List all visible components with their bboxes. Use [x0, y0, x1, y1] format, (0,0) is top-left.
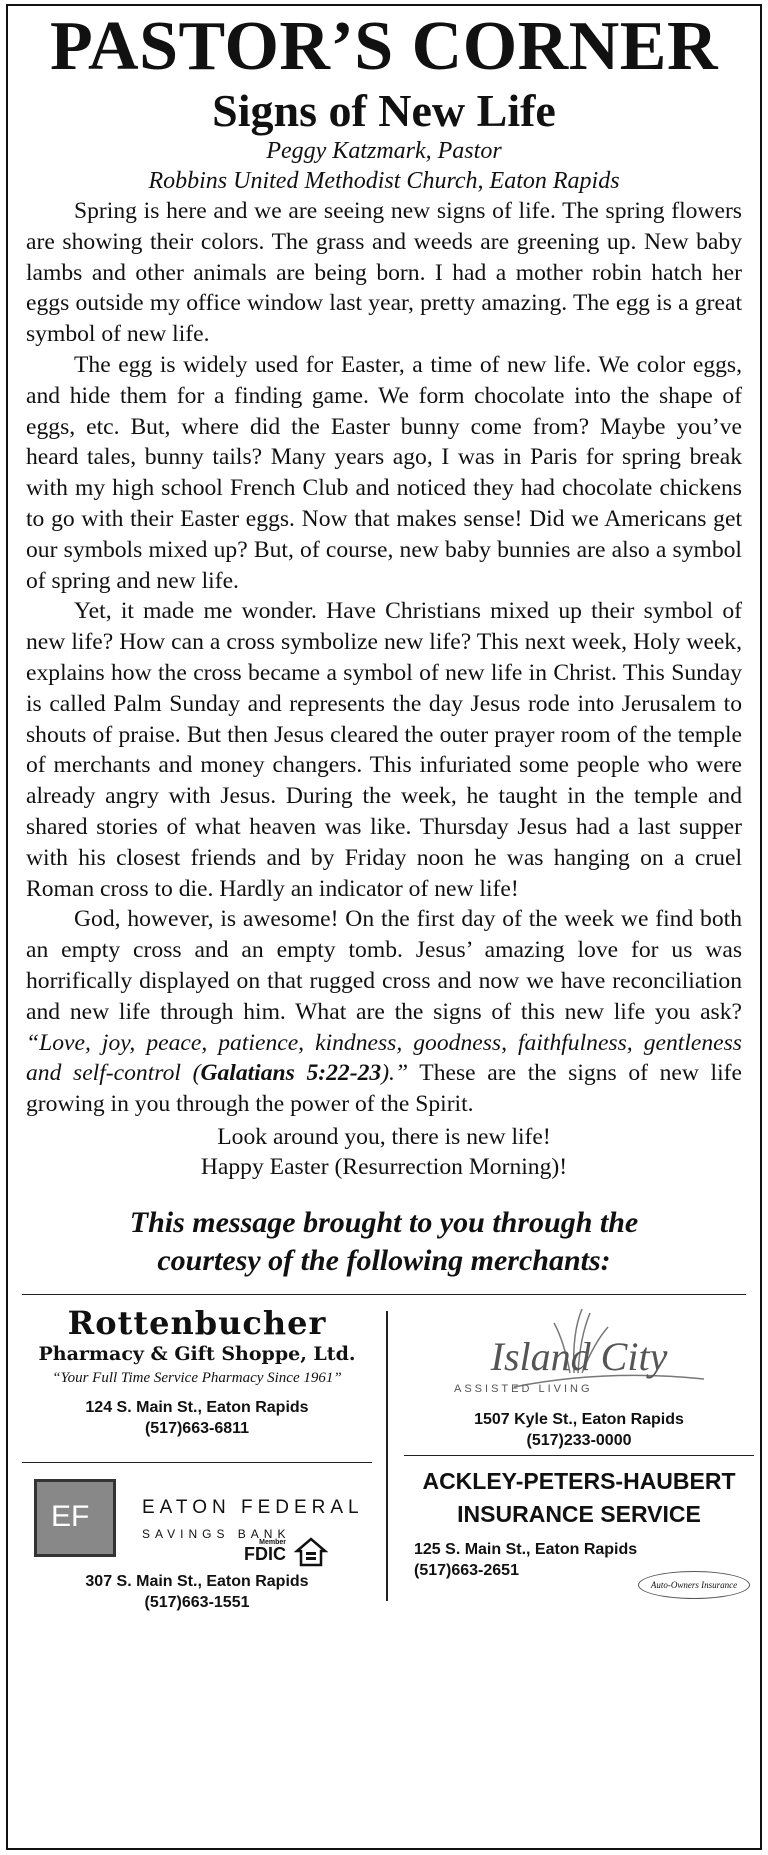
ackley-address: 125 S. Main St., Eaton Rapids: [414, 1540, 638, 1558]
paragraph-2: The egg is widely used for Easter, a time of new life. We color eggs, and hide them for a finding game. We form chocolate into the shape of eggs, etc. But, where did the Easter bunny come from? Maybe you’ve heard tales, bunny tails? Many years ago, I was in Paris for spring break with my high school French Club and noticed they had chocolate chickens to go with their Easter eggs. Now that makes sense! Did we Americans get our symbols mixed up? But, of course, new baby bunnies are also a symbol of spring and new life.: [26, 351, 742, 594]
church-byline: Robbins United Methodist Church, Eaton Rapids: [148, 168, 620, 194]
ef-logo-letters: EF: [51, 1499, 90, 1533]
ad-ackley-insurance: [404, 1465, 754, 1590]
header: [8, 8, 760, 196]
scripture-quote: “Love, joy, peace, patience, kindness, goodness, faithfulness, gentleness and self-control (: [26, 1029, 742, 1087]
ackley-name-line-1: ACKLEY-PETERS-HAUBERT: [422, 1467, 736, 1494]
paragraph-4-end: These are the signs of new life growing in you through the power of the Spirit.: [26, 1060, 742, 1118]
closing-line-1: Look around you, there is new life!: [217, 1123, 551, 1150]
horizontal-divider-right: [404, 1455, 754, 1456]
eaton-federal-text: [142, 1497, 364, 1541]
merchant-grid: [8, 1295, 760, 1625]
eaton-federal-address: 307 S. Main St., Eaton Rapids: [85, 1572, 309, 1590]
eaton-federal-phone: (517)663-1551: [144, 1593, 250, 1611]
equal-housing-icon: [294, 1535, 328, 1569]
author-byline: Peggy Katzmark, Pastor: [266, 138, 502, 164]
vertical-divider: [386, 1311, 388, 1601]
ackley-name-line-2: INSURANCE SERVICE: [457, 1500, 701, 1527]
island-city-address: 1507 Kyle St., Eaton Rapids: [474, 1410, 684, 1428]
eaton-federal-contact: [22, 1571, 372, 1613]
eaton-federal-subtitle: SAVINGS BANK: [142, 1526, 291, 1541]
fdic-member-label: Member: [259, 1538, 286, 1546]
closing-line-2: Happy Easter (Resurrection Morning)!: [200, 1153, 568, 1180]
island-city-logo: [404, 1303, 754, 1399]
paragraph-4-start: God, however, is awesome! On the first day of the week we find both an empty cross and an empty tomb. Jesus’ amazing love for us was horrifically displayed on that rugged cross and now we have reconciliation and new life through him. What are the signs of this new life you ask?: [26, 906, 742, 1025]
rottenbucher-phone: (517)663-6811: [144, 1419, 250, 1437]
paragraph-4: [26, 904, 742, 1120]
scripture-quote-end: ).”: [381, 1060, 409, 1087]
rottenbucher-address: 124 S. Main St., Eaton Rapids: [85, 1398, 309, 1416]
rottenbucher-subtitle: Pharmacy & Gift Shoppe, Ltd.: [38, 1342, 356, 1365]
article-body: [8, 196, 760, 1120]
rottenbucher-logo: Rottenbucher: [67, 1303, 327, 1342]
page-title: PASTOR’S CORNER: [49, 8, 719, 85]
courtesy-message: This message brought to you through the courtesy of the following merchants:: [129, 1205, 639, 1277]
newspaper-ad-page: [6, 4, 762, 1850]
closing: [8, 1122, 760, 1182]
ad-island-city: [404, 1303, 754, 1451]
ad-rottenbucher: [22, 1305, 372, 1439]
ackley-phone: (517)663-2651: [414, 1561, 519, 1579]
scripture-reference: Galatians 5:22-23: [200, 1060, 382, 1087]
fdic-label: FDIC: [244, 1543, 286, 1564]
paragraph-1: Spring is here and we are seeing new signs of life. The spring flowers are showing their colors. The grass and weeds are greening up. New baby lambs and other animals are being born. I had a mother robin hatch her eggs outside my office window last year, pretty amazing. The egg is a great symbol of new life.: [26, 198, 742, 348]
island-city-name: Island City: [490, 1333, 668, 1379]
auto-owners-badge: Auto-Owners Insurance: [638, 1571, 750, 1599]
article-subtitle: Signs of New Life: [212, 85, 556, 136]
fdic-badge: [244, 1539, 286, 1562]
paragraph-3: Yet, it made me wonder. Have Christians mixed up their symbol of new life? How can a cross symbolize new life? This next week, Holy week, explains how the cross became a symbol of new life in Christ. This Sunday is called Palm Sunday and represents the day Jesus rode into Jerusalem to shouts of praise. But then Jesus cleared the outer prayer room of the temple of merchants and money changers. This infuriated some people who were already angry with Jesus. During the week, he taught in the temple and shared stories of what heaven was like. Thursday Jesus had a last supper with his closest friends and by Friday noon he was hanging on a cruel Roman cross to die. Hardly an indicator of new life!: [26, 598, 742, 902]
island-city-subtitle: ASSISTED LIVING: [454, 1382, 593, 1395]
horizontal-divider-left: [22, 1462, 372, 1463]
island-city-phone: (517)233-0000: [526, 1431, 632, 1449]
rottenbucher-tagline: “Your Full Time Service Pharmacy Since 1961”: [52, 1369, 342, 1386]
eaton-federal-name: EATON FEDERAL: [142, 1496, 364, 1518]
eaton-federal-logo: [34, 1479, 116, 1557]
